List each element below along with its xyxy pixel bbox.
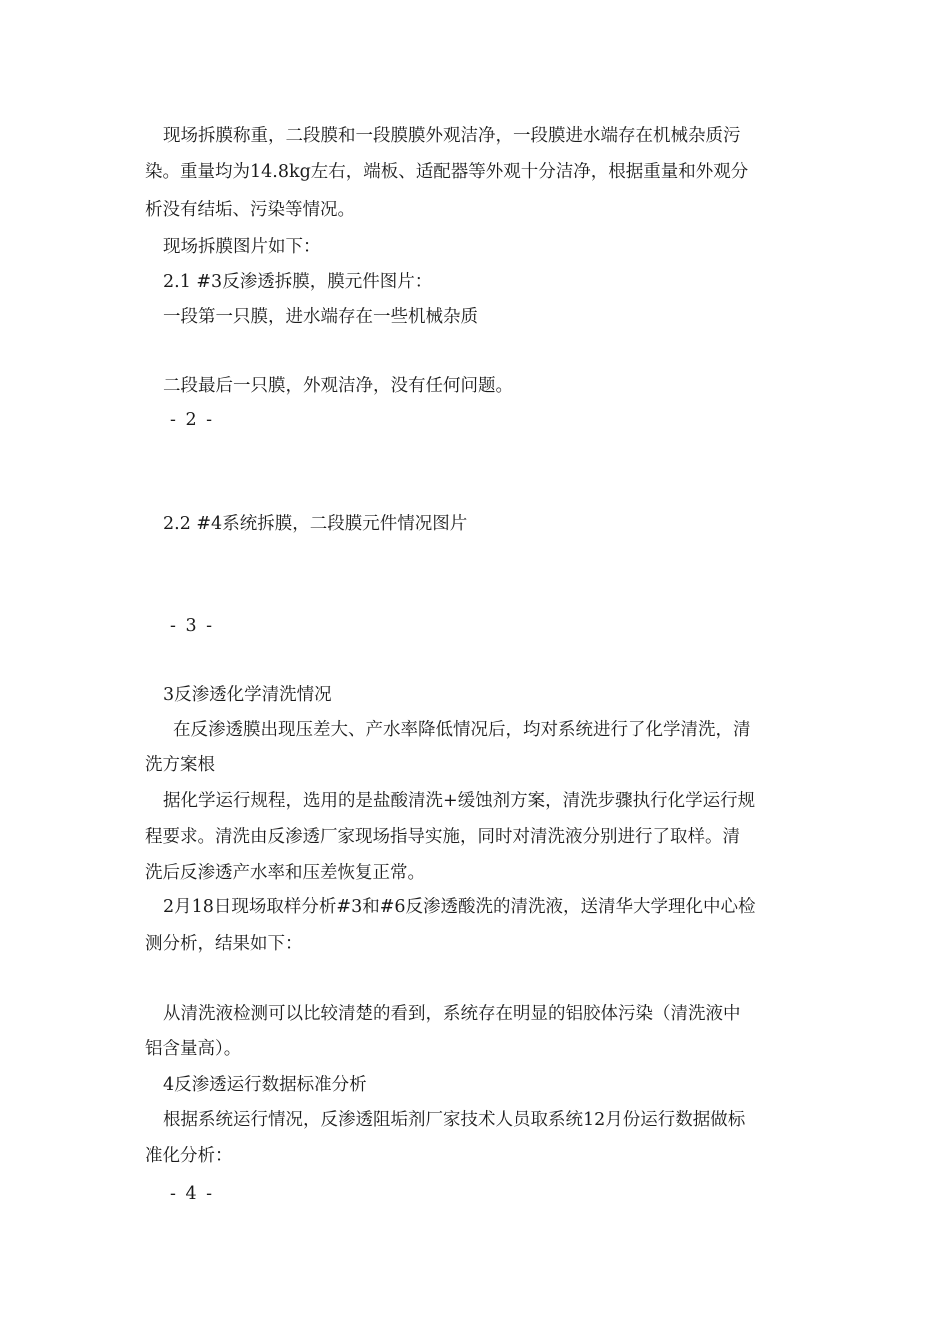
text-line: 一段第一只膜，进水端存在一些机械杂质	[163, 307, 478, 327]
text-line: 测分析，结果如下：	[145, 934, 303, 954]
text-line: 准化分析：	[145, 1146, 233, 1166]
text-line: 程要求。清洗由反渗透厂家现场指导实施，同时对清洗液分别进行了取样。清	[145, 827, 740, 847]
section-heading: 2.1 #3反渗透拆膜，膜元件图片：	[163, 272, 433, 292]
text-line: 在反渗透膜出现压差大、产水率降低情况后，均对系统进行了化学清洗，清	[173, 720, 751, 740]
text-line: 现场拆膜图片如下：	[163, 237, 321, 257]
text-line: 据化学运行规程，选用的是盐酸清洗+缓蚀剂方案，清洗步骤执行化学运行规	[163, 791, 756, 811]
text-line: 二段最后一只膜，外观洁净，没有任何问题。	[163, 376, 513, 396]
text-line: 现场拆膜称重，二段膜和一段膜膜外观洁净，一段膜进水端存在机械杂质污	[163, 126, 741, 146]
text-line: 根据系统运行情况，反渗透阻垢剂厂家技术人员取系统12月份运行数据做标	[163, 1110, 746, 1130]
text-line: 铝含量高）。	[145, 1039, 242, 1059]
text-line: 洗方案根	[145, 755, 215, 775]
section-heading: 4反渗透运行数据标准分析	[163, 1075, 367, 1095]
text-line: 2月18日现场取样分析#3和#6反渗透酸洗的清洗液，送清华大学理化中心检	[163, 897, 756, 917]
section-heading: 3反渗透化学清洗情况	[163, 685, 332, 705]
page-number: - 4 -	[170, 1184, 215, 1204]
text-line: 析没有结垢、污染等情况。	[145, 200, 355, 220]
text-line: 洗后反渗透产水率和压差恢复正常。	[145, 863, 425, 883]
text-line: 染。重量均为14.8kg左右，端板、适配器等外观十分洁净，根据重量和外观分	[145, 162, 749, 182]
text-line: 从清洗液检测可以比较清楚的看到，系统存在明显的铝胶体污染（清洗液中	[163, 1004, 741, 1024]
section-heading: 2.2 #4系统拆膜，二段膜元件情况图片	[163, 514, 468, 534]
page-number: - 3 -	[170, 616, 215, 636]
page-number: - 2 -	[170, 410, 215, 430]
